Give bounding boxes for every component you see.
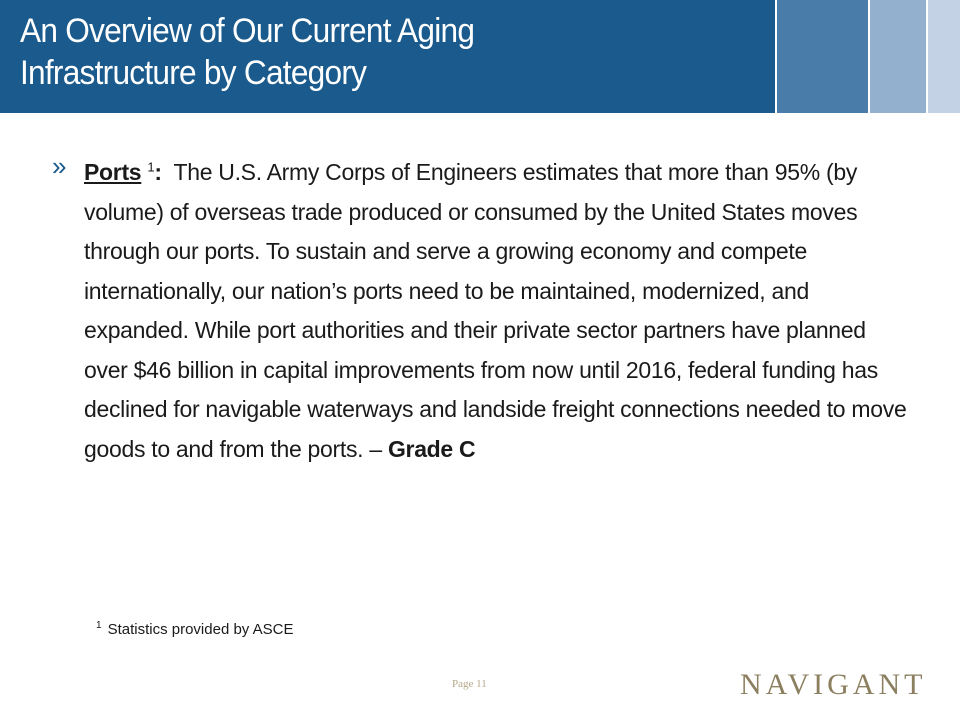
header-stripe <box>928 0 960 113</box>
slide-title-line1: An Overview of Our Current Aging <box>20 12 475 50</box>
footnote-number: 1 <box>96 620 102 631</box>
footnote-reference: 1 <box>147 159 155 175</box>
footnote-text: Statistics provided by ASCE <box>107 621 294 638</box>
slide-title <box>20 10 708 94</box>
bullet-paragraph <box>84 153 914 469</box>
footnote <box>96 620 293 638</box>
bullet-body: The U.S. Army Corps of Engineers estimates that more than 95% (by volume) of overseas trade produced or consumed by the United States moves through our ports. To sustain and serve a growing economy and compete internationally, our nation’s ports need to be maintained, modernized, and expanded. While port authorities and their private sector partners have planned over $46 billion in capital improvements from now until 2016, federal funding has declined for navigable waterways and landside freight connections needed to move goods to and from the ports. – <box>84 159 907 462</box>
slide-title-line2: Infrastructure by Category <box>20 54 367 92</box>
header-stripe <box>777 0 868 113</box>
header-stripe <box>870 0 926 113</box>
bullet-colon: : <box>154 159 162 185</box>
navigant-logo: NAVIGANT <box>740 668 927 701</box>
bullet-term: Ports <box>84 159 142 185</box>
title-bar <box>0 0 775 113</box>
page-number: Page 11 <box>452 678 487 690</box>
slide-header <box>0 0 960 113</box>
grade-label: Grade C <box>387 435 476 462</box>
bullet-marker: » <box>52 151 67 181</box>
